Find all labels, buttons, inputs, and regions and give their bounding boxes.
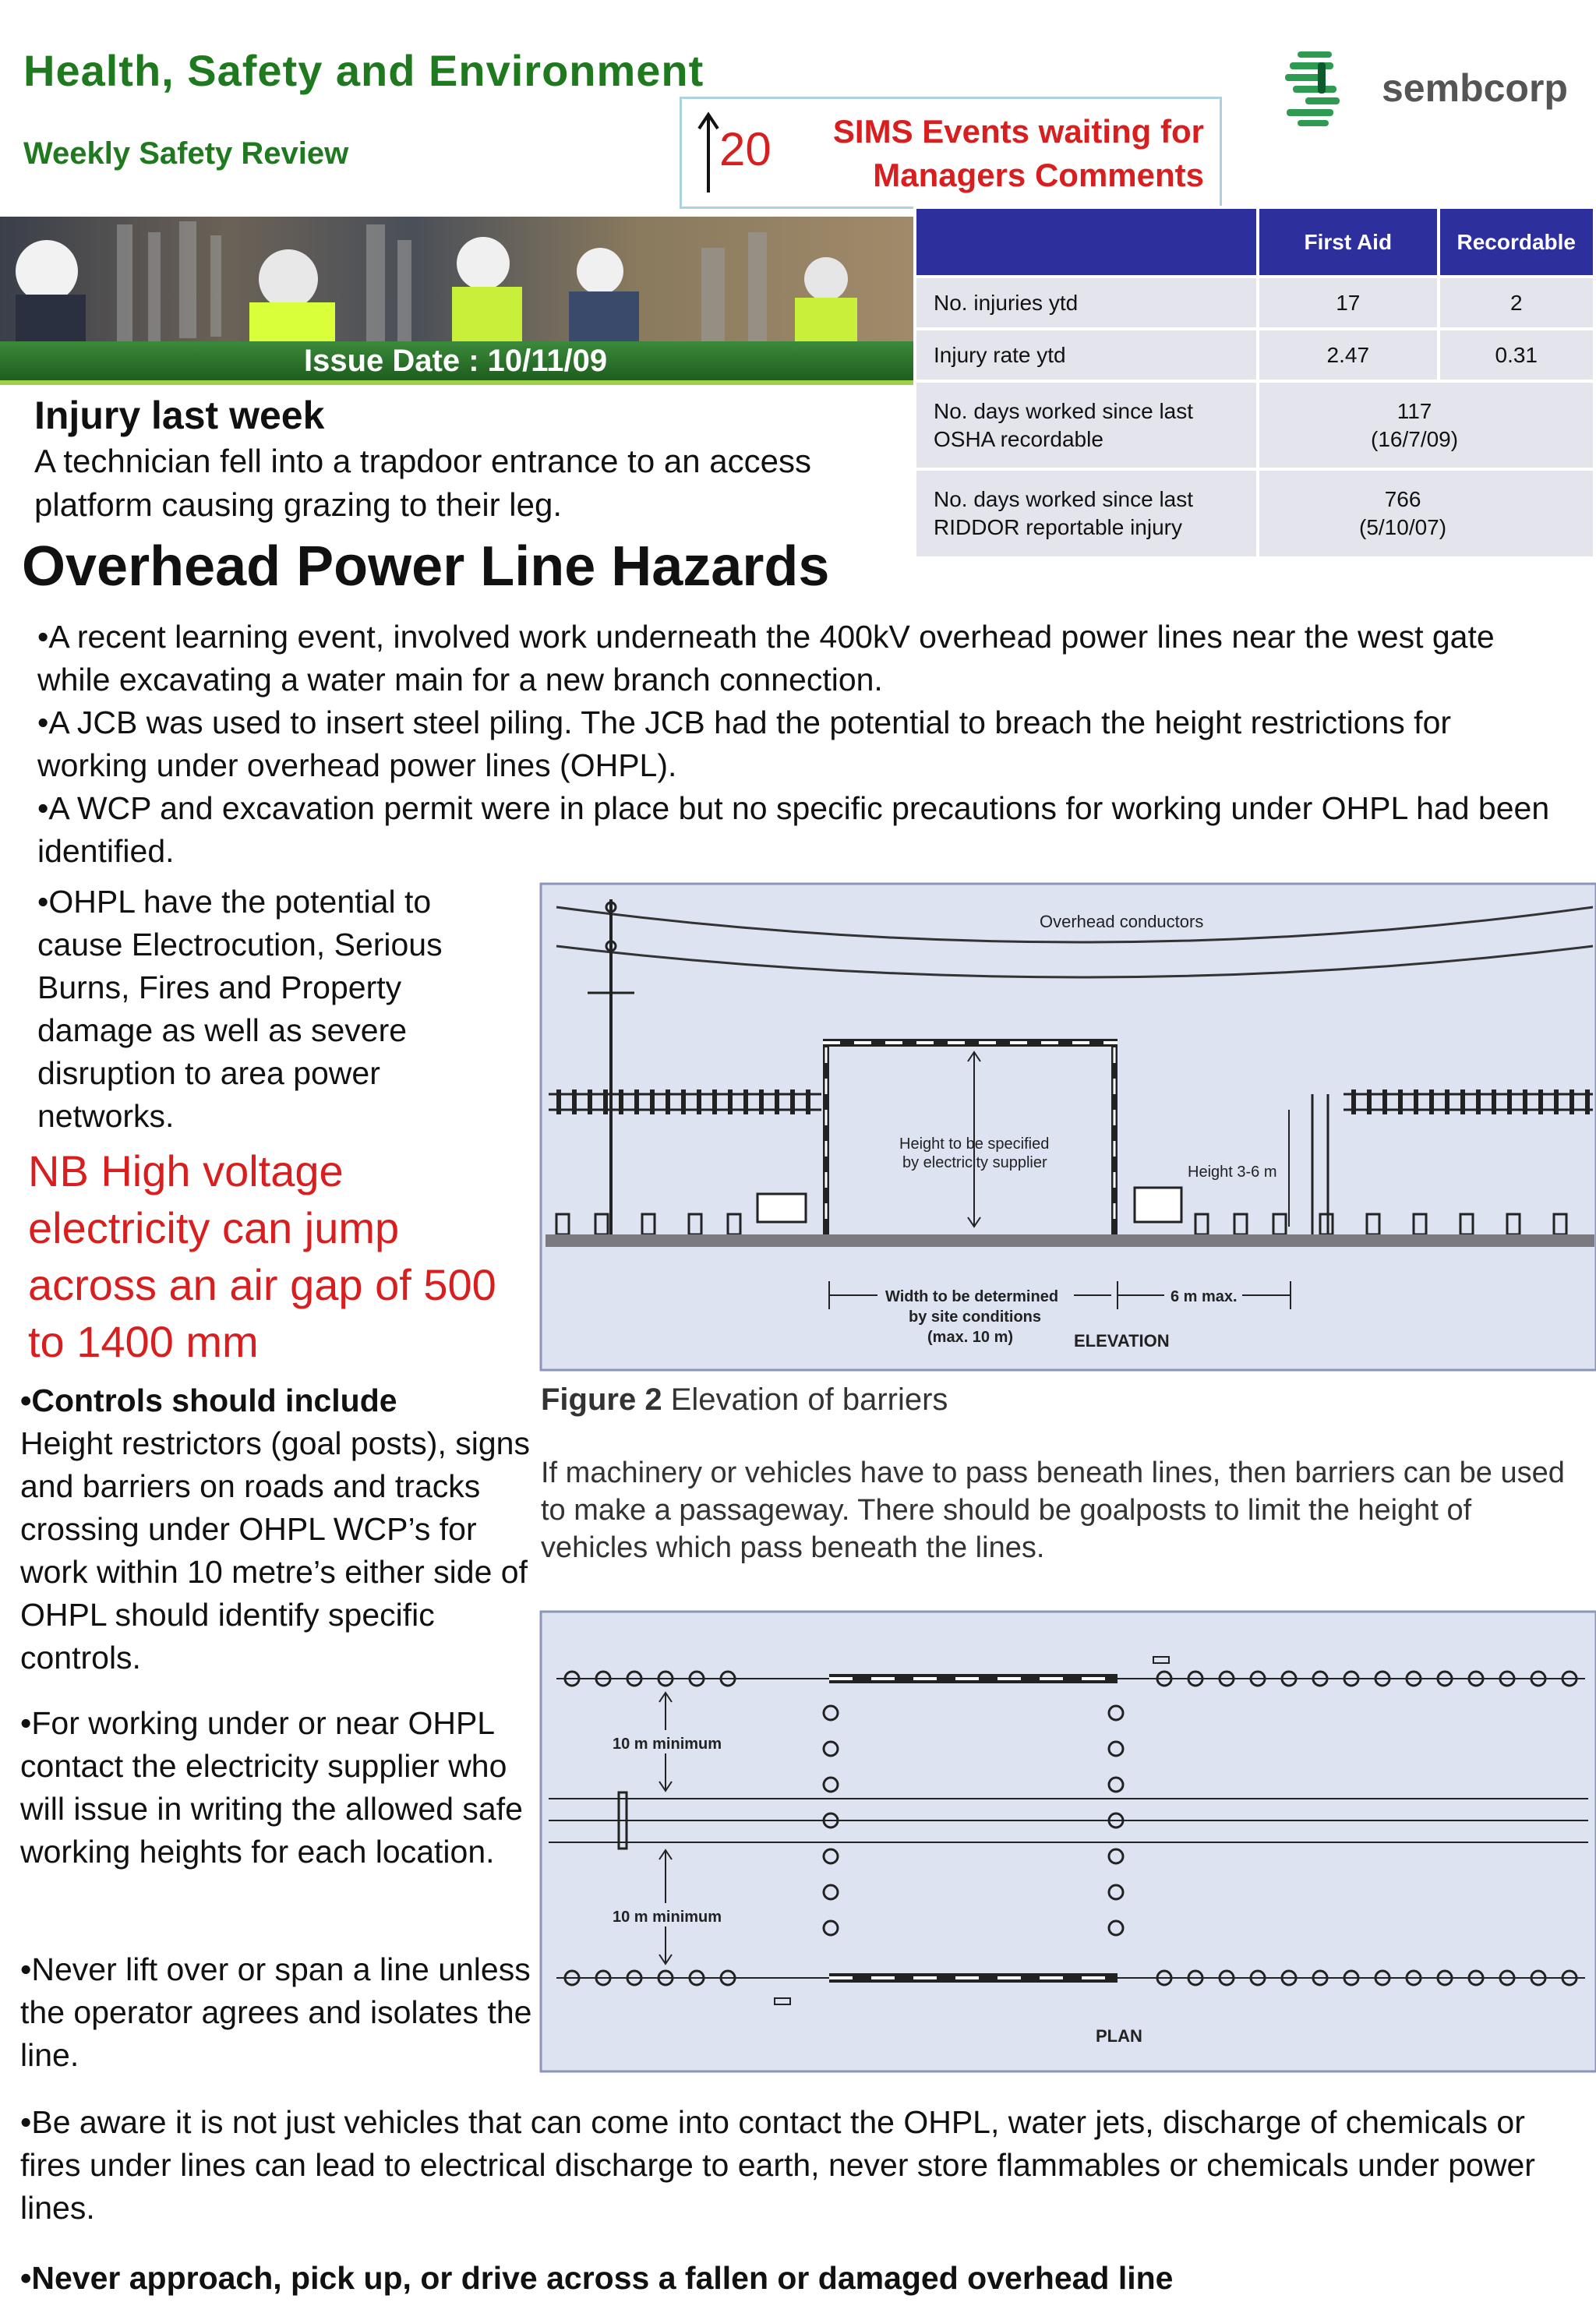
controls-heading: •Controls should include: [20, 1383, 397, 1418]
bullet-be-aware: •Be aware it is not just vehicles that can come into contact the OHPL, water jets, discharge of chemicals or fires under lines can lead to electrical discharge to earth, never store flammables or chemicals under power lines.: [20, 2104, 1535, 2226]
figure-description: If machinery or vehicles have to pass beneath lines, then barriers can be used to make a passageway. There should be goalposts to limit the height of vehicles which pass beneath the lines.: [541, 1457, 1565, 1564]
bullet-jcb: •A JCB was used to insert steel piling. The JCB had the potential to breach the height restrictions for working under overhead power lines (OHPL).: [37, 705, 1452, 783]
label-height-spec-1: Height to be specified: [899, 1135, 1050, 1153]
label-height-3-6m: Height 3-6 m: [1188, 1164, 1277, 1181]
injury-stats-table: [913, 206, 1596, 560]
bullet-learning-event: •A recent learning event, involved work underneath the 400kV overhead power lines near the west gate while excavating a water main for a new branch connection.: [37, 619, 1495, 697]
logo-text: sembcorp: [1382, 66, 1568, 110]
table-row: [916, 471, 1593, 556]
plan-diagram: [541, 1612, 1596, 2071]
sims-text: SIMS Events waiting for Managers Comments: [832, 113, 1204, 193]
injury-body: A technician fell into a trapdoor entrance to an access platform causing grazing to their leg.: [34, 443, 811, 523]
label-width-1: Width to be determined: [885, 1288, 1059, 1305]
label-width-2: by site conditions: [909, 1308, 1042, 1326]
sembcorp-logo: [1282, 45, 1568, 131]
table-row: [916, 330, 1593, 380]
label-width-3: (max. 10 m): [927, 1329, 1014, 1346]
logo-mark-icon: [1282, 45, 1568, 131]
nb-warning: NB High voltage electricity can jump across an air gap of 500 to 1400 mm: [28, 1146, 496, 1366]
controls-body: Height restrictors (goal posts), signs and barriers on roads and tracks crossing under OHPL WCP’s for work within 10 metre’s either side of OHPL should identify specific controls.: [20, 1425, 530, 1676]
bullet-ohpl-potential: •OHPL have the potential to cause Electrocution, Serious Burns, Fires and Property damage as well as severe disruption to area power networks.: [37, 884, 443, 1134]
table-cell-value: 2: [1440, 278, 1594, 327]
page-title: Health, Safety and Environment: [23, 46, 704, 95]
label-height-spec-2: by electricity supplier: [902, 1154, 1047, 1171]
issue-date: Issue Date : 10/11/09: [304, 344, 608, 378]
bullet-electricity-supplier: •For working under or near OHPL contact the electricity supplier who will issue in writing the allowed safe working heights for each location.: [20, 1705, 523, 1870]
main-title: Overhead Power Line Hazards: [22, 535, 830, 598]
table-cell-label: No. days worked since last OSHA recordable: [916, 383, 1256, 468]
table-cell-merged: 117 (16/7/09): [1259, 383, 1593, 468]
elevation-diagram: [541, 884, 1596, 1370]
page-subtitle: Weekly Safety Review: [23, 136, 349, 171]
table-row: [916, 383, 1593, 468]
figure-caption-text: Elevation of barriers: [662, 1383, 948, 1417]
table-header-first-aid: First Aid: [1259, 209, 1436, 275]
controls-block: [20, 1379, 535, 1679]
table-cell-value: 0.31: [1440, 330, 1594, 380]
bullet-wcp: •A WCP and excavation permit were in place but no specific precautions for working under OHPL had been identified.: [37, 790, 1550, 869]
table-header-row: [916, 209, 1593, 275]
table-cell-label: No. injuries ytd: [916, 278, 1256, 327]
bullet-never-lift: •Never lift over or span a line unless the operator agrees and isolates the line.: [20, 1951, 532, 2073]
table-cell-merged: 766 (5/10/07): [1259, 471, 1593, 556]
table-header-blank: [916, 209, 1256, 275]
label-elevation: ELEVATION: [1074, 1331, 1170, 1351]
table-cell-label: Injury rate ytd: [916, 330, 1256, 380]
label-plan: PLAN: [1096, 2026, 1142, 2046]
table-cell-value: 17: [1259, 278, 1436, 327]
label-6m-max: 6 m max.: [1171, 1288, 1238, 1305]
label-10m-minimum-bottom: 10 m minimum: [613, 1909, 722, 1926]
table-row: [916, 278, 1593, 327]
intro-bullets: [37, 616, 1565, 873]
sims-count: 20: [719, 123, 772, 175]
table-cell-label: No. days worked since last RIDDOR reportable injury: [916, 471, 1256, 556]
label-10m-minimum-top: 10 m minimum: [613, 1736, 722, 1753]
table-cell-value: 2.47: [1259, 330, 1436, 380]
table-header-recordable: Recordable: [1440, 209, 1594, 275]
figure-caption: [541, 1383, 948, 1418]
figure-caption-number: Figure 2: [541, 1383, 662, 1417]
sims-events-box: [680, 97, 1222, 209]
injury-heading: Injury last week: [34, 394, 325, 437]
label-overhead-conductors: Overhead conductors: [1040, 912, 1204, 931]
bullet-never-approach: •Never approach, pick up, or drive across a fallen or damaged overhead line: [20, 2260, 1174, 2296]
